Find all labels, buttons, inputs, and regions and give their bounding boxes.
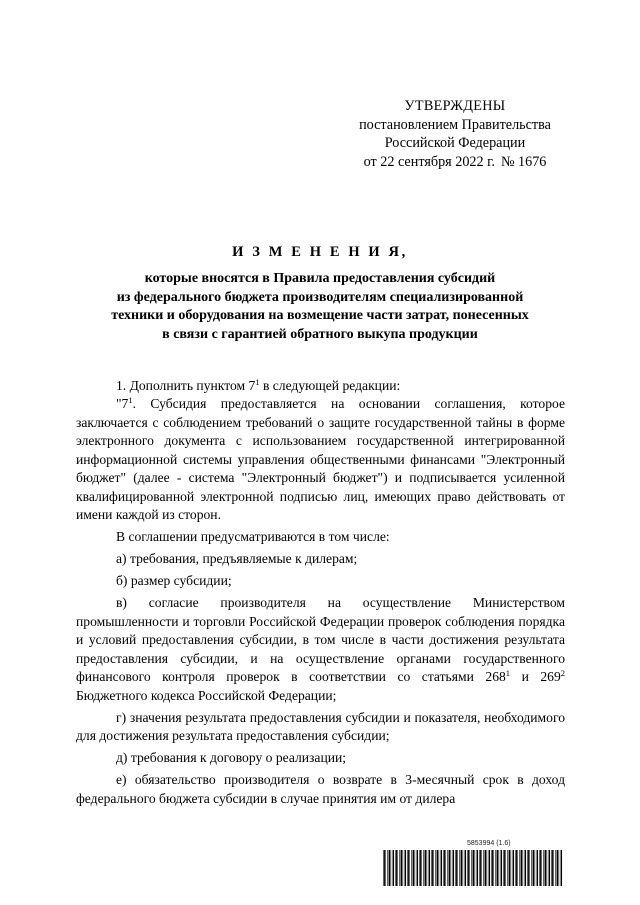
item-v-text: в) согласие производителя на осуществление Министерством промышленности и торговли Российской Федерации проверок соблюдения порядка и условий предоставления субсидии, в том числе в части достижения результата предоставления субсидии, и на осуществление органами государственного финансового контроля проверок в соответствии со статьями 268 (76, 595, 565, 685)
list-item-e: е) обязательство производителя о возврате в 3-месячный срок в доход федерального бюджета субсидии в случае принятия им от дилера (76, 772, 565, 806)
list-item-v (76, 594, 565, 705)
barcode-icon (383, 850, 563, 886)
item-v-text-2: и 269 (510, 669, 561, 685)
p1-sup: 1 (255, 377, 260, 387)
approval-number: № 1676 (500, 153, 547, 170)
approval-block (335, 97, 575, 171)
barcode-block (383, 840, 563, 888)
paragraph-1 (76, 377, 565, 395)
list-item-d: д) требования к договору о реализации; (116, 750, 347, 766)
list-item-g: г) значения результата предоставления субсидии и показателя, необходимого для достижения результата предоставления субсидии; (76, 709, 565, 744)
subtitle-line: в связи с гарантией обратного выкупа продукции (162, 326, 478, 342)
list-item-b: б) размер субсидии; (116, 573, 232, 589)
item-v-sup-2: 2 (560, 668, 565, 679)
approval-date: от 22 сентября 2022 г. (363, 153, 495, 170)
p2-text: . Субсидия предоставляется на основании соглашения, которое заключается с соблюдением требований о защите государственной тайны в форме электронного документа с использованием государственной интегрированной информационной системы управления общественными финансами "Электронный бюджет" (далее - система "Электронный бюджет") и подписывается усиленной квалифицированной электронной подписью лиц, имеющих право действовать от имени каждой из сторон. (76, 396, 565, 523)
paragraph-3: В соглашении предусматриваются в том числе: (116, 529, 390, 545)
paragraph-2 (76, 395, 565, 524)
p2-sup: 1 (128, 395, 133, 406)
subtitle-line: из федерального бюджета производителям специализированной (116, 289, 524, 305)
approval-title: УТВЕРЖДЕНЫ (404, 98, 506, 114)
p1-text-end: в следующей редакции: (259, 378, 401, 393)
document-body (76, 377, 565, 808)
item-v-sup-1: 1 (505, 668, 511, 679)
subtitle-line: которые вносятся в Правила предоставления субсидий (144, 271, 496, 286)
list-item-a: а) требования, предъявляемые к дилерам; (116, 551, 358, 567)
p2-text-start: "7 (116, 396, 129, 412)
document-subtitle (60, 270, 580, 344)
p1-text: 1. Дополнить пунктом 7 (116, 378, 256, 393)
approval-line-3: Российской Федерации (384, 135, 526, 151)
document-title: И З М Е Н Е Н И Я, (232, 244, 408, 260)
item-v-text-3: Бюджетного кодекса Российской Федерации; (76, 687, 337, 703)
subtitle-line: техники и оборудования на возмещение части затрат, понесенных (111, 308, 529, 324)
barcode-label: 5853994 (1.6) (467, 840, 511, 847)
approval-line-2: постановлением Правительства (359, 116, 551, 133)
approval-date-line (335, 153, 575, 172)
